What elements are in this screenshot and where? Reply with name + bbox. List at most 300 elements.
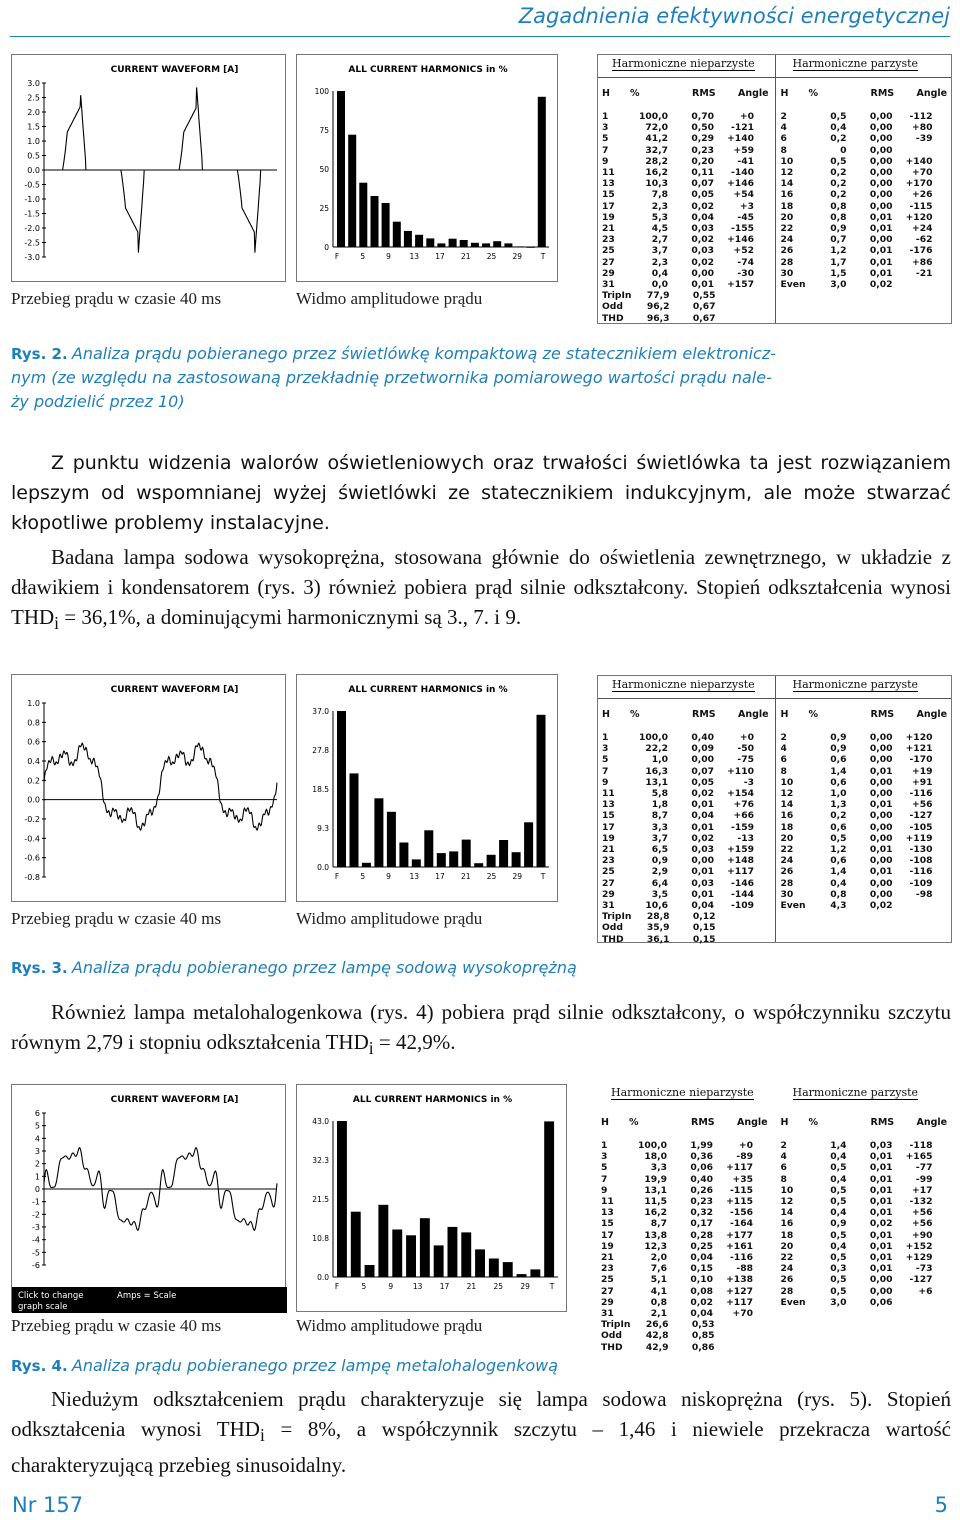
table-cell: -13 — [737, 832, 754, 844]
figure-caption-fig2 — [11, 344, 776, 364]
table-row — [602, 844, 754, 855]
table-cell: 0,00 — [691, 855, 714, 867]
caption-line: Analiza prądu pobieranego przez świetlówkę kompaktową ze statecznikiem elektronicz- — [71, 344, 776, 363]
table-cell: 0,53 — [691, 1319, 715, 1331]
waveform-svg — [12, 1085, 287, 1313]
table-cell: TripIn — [602, 290, 632, 302]
table-cell: +91 — [912, 776, 933, 788]
table-cell: TripIn — [601, 1319, 631, 1331]
waveform-svg — [12, 675, 287, 903]
chart-title: CURRENT WAVEFORM [A] — [110, 685, 239, 695]
table-cell: 6 — [780, 754, 787, 766]
table-cell: 21 — [602, 223, 615, 235]
table-cell: 4,3 — [830, 900, 847, 912]
table-row — [601, 1263, 753, 1274]
y-tick-label: 50 — [319, 165, 329, 174]
y-tick-label: 3.0 — [27, 79, 40, 88]
waveform-caption-fig2: Przebieg prądu w czasie 40 ms — [11, 289, 222, 308]
table-cell: +35 — [732, 1173, 753, 1185]
table-cell: 0,02 — [691, 788, 714, 800]
table-cell: 3 — [602, 743, 609, 755]
table-row — [781, 732, 933, 743]
column-header: RMS — [691, 1117, 715, 1128]
y-tick-label: -4 — [32, 1235, 40, 1245]
harmonic-bar — [415, 235, 423, 247]
table-cell: 0,9 — [830, 732, 847, 743]
y-tick-label: -0.4 — [24, 834, 40, 844]
table-cell: -144 — [731, 888, 754, 900]
footer-issue-number: Nr 157 — [12, 1493, 84, 1517]
table-cell: 0,00 — [869, 754, 893, 766]
table-cell: 18,0 — [644, 1151, 667, 1163]
table-cell: 12 — [780, 167, 794, 179]
table-row — [601, 1140, 753, 1151]
table-cell: +146 — [727, 234, 754, 246]
table-cell: 2 — [780, 111, 787, 122]
table-row — [602, 245, 754, 256]
waveform-panel-fig4 — [11, 1084, 286, 1312]
table-cell: 0,01 — [691, 821, 714, 833]
harmonic-bar — [426, 238, 434, 247]
harmonic-bar — [544, 1121, 554, 1277]
table-cell: 36,1 — [646, 933, 670, 945]
table-cell: 31 — [602, 279, 615, 291]
table-cell: 0,85 — [691, 1330, 715, 1342]
table-cell: 0,00 — [869, 178, 893, 190]
table-cell: 0,40 — [691, 732, 714, 743]
table-cell: 0,06 — [869, 1296, 893, 1308]
table-row — [601, 1286, 753, 1297]
table-cell: 77,9 — [646, 290, 670, 302]
table-cell: 0,00 — [869, 133, 893, 145]
table-cell: 26 — [780, 1274, 794, 1286]
chart-title: ALL CURRENT HARMONICS in % — [352, 1095, 513, 1105]
table-cell: 0,05 — [691, 189, 714, 201]
table-cell: +0 — [739, 111, 754, 122]
summary-rows — [602, 911, 715, 945]
table-row — [602, 900, 754, 911]
caption-line: ży podzielić przez 10) — [11, 392, 185, 411]
table-cell: 0,2 — [830, 810, 847, 822]
table-row — [602, 866, 754, 877]
header-rule — [10, 36, 950, 37]
table-cell: Even — [780, 900, 806, 912]
table-cell: 9 — [602, 776, 609, 788]
odd-harmonics-rows — [602, 732, 754, 911]
even-harmonics-title: Harmoniczne parzyste — [792, 57, 919, 70]
harmonic-bar — [359, 183, 367, 247]
table-row — [781, 878, 933, 889]
y-tick-label: 9.3 — [317, 824, 329, 833]
table-cell: 28 — [780, 256, 794, 268]
harmonic-bar — [482, 243, 490, 247]
table-cell: 11 — [602, 167, 615, 179]
column-header: Angle — [738, 709, 769, 720]
harmonic-bar — [337, 711, 346, 867]
table-cell: +19 — [912, 765, 933, 777]
table-cell: 0,03 — [691, 245, 714, 257]
x-tick-label: 17 — [435, 252, 445, 261]
table-cell: 1 — [602, 732, 609, 743]
column-header: H — [602, 88, 610, 99]
table-row — [602, 833, 754, 844]
table-cell: 1,4 — [830, 1140, 847, 1151]
table-row — [602, 279, 754, 290]
harmonic-bar — [392, 1230, 402, 1278]
table-cell: 0,00 — [869, 877, 893, 889]
table-row — [781, 201, 933, 212]
table-row — [781, 245, 933, 256]
y-tick-label: 3 — [34, 1147, 40, 1156]
harmonic-bar — [371, 196, 379, 247]
y-tick-label: -0.5 — [24, 180, 40, 190]
table-cell: +76 — [733, 799, 754, 811]
x-tick-label: 21 — [460, 252, 471, 261]
table-cell: 0,5 — [830, 1162, 847, 1174]
table-cell: -99 — [915, 1173, 933, 1185]
table-cell: 0,03 — [691, 844, 714, 856]
table-row — [602, 178, 754, 189]
harmonic-bar — [493, 241, 501, 247]
x-tick-label: F — [334, 252, 340, 261]
harmonics-chart-fig4 — [296, 1084, 567, 1312]
table-cell: THD — [602, 933, 624, 945]
table-cell: 0,00 — [691, 267, 714, 279]
y-tick-label: 25 — [319, 204, 329, 213]
table-cell: 2 — [780, 1140, 787, 1151]
harmonic-bar — [378, 1205, 388, 1277]
para3-end: = 42,9%. — [373, 1030, 456, 1054]
column-header: H — [780, 88, 789, 99]
table-cell: 8 — [780, 1173, 787, 1185]
table-row — [601, 1274, 753, 1285]
table-cell: 0,04 — [690, 1308, 713, 1320]
table-row — [781, 133, 933, 144]
y-tick-label: 100 — [314, 87, 329, 96]
waveform-caption-fig3: Przebieg prądu w czasie 40 ms — [11, 909, 222, 928]
y-tick-label: -0.6 — [24, 853, 40, 863]
table-cell: 14 — [780, 178, 794, 190]
table-row — [602, 934, 715, 945]
harmonics-table-fig4 — [597, 1084, 952, 1353]
chart-title: ALL CURRENT HARMONICS in % — [348, 685, 508, 695]
y-tick-label: -1 — [32, 1197, 40, 1207]
table-cell: 0,01 — [691, 888, 714, 900]
harmonics-table-fig3 — [597, 675, 952, 943]
harmonic-bar — [337, 91, 345, 247]
table-cell: -127 — [909, 810, 933, 822]
x-tick-label: 9 — [386, 252, 391, 261]
table-cell: 13 — [601, 1207, 614, 1219]
click-to-change-label: graph scale — [18, 1302, 68, 1312]
table-cell: 0,01 — [869, 1196, 893, 1208]
table-cell: 19,9 — [644, 1173, 667, 1185]
table-cell: 100,0 — [638, 732, 668, 743]
table-row — [602, 223, 754, 234]
table-cell: 0,01 — [869, 1240, 893, 1252]
table-cell: 0,40 — [690, 1173, 713, 1185]
y-tick-label: -1.5 — [24, 209, 40, 219]
x-tick-label: 25 — [493, 1282, 504, 1291]
table-cell: 0,8 — [830, 888, 847, 900]
y-tick-label: -1.0 — [24, 195, 40, 204]
table-cell: 31 — [601, 1308, 614, 1320]
table-row — [602, 754, 754, 765]
harmonic-bar — [350, 773, 359, 867]
column-header: % — [630, 88, 640, 99]
table-cell: 3,5 — [651, 888, 668, 900]
para3-text: Również lampa metalohalogenkowa (rys. 4) pobiera prąd silnie odkształcony, o współczynniku szczytu równym 2,79 i stopniu odkształcenia THD — [11, 1000, 951, 1054]
harmonic-bar — [538, 97, 546, 247]
table-cell: 28 — [780, 877, 794, 889]
table-cell: Odd — [601, 1330, 622, 1342]
table-row — [781, 777, 933, 788]
table-cell: 0,02 — [869, 279, 893, 291]
table-cell: 0,5 — [830, 1252, 847, 1264]
table-row — [601, 1151, 753, 1162]
table-cell: +120 — [905, 732, 933, 743]
column-header: RMS — [870, 88, 895, 99]
table-cell: 24 — [780, 1263, 794, 1275]
y-tick-label: 0.2 — [27, 776, 40, 786]
column-header: % — [630, 709, 640, 720]
harmonics-chart-fig3 — [296, 674, 558, 902]
table-cell: 13 — [602, 799, 615, 811]
table-row — [602, 766, 754, 777]
table-cell: 0,4 — [830, 1240, 847, 1252]
table-cell: 6 — [780, 1162, 787, 1174]
table-cell: 0,15 — [692, 933, 716, 945]
y-tick-label: 0.8 — [27, 718, 40, 728]
click-to-change-label: Click to change — [18, 1291, 84, 1301]
table-cell: 1 — [602, 111, 609, 122]
harmonic-bar — [437, 853, 446, 867]
table-cell: 0,15 — [692, 922, 716, 934]
table-cell: +140 — [905, 155, 933, 167]
table-cell: 8,7 — [651, 810, 668, 822]
table-cell: 0,01 — [869, 245, 893, 257]
column-header: Angle — [916, 1117, 948, 1128]
table-cell: 0,00 — [869, 832, 893, 844]
table-cell: 15 — [602, 189, 615, 201]
footer-page-number: 5 — [934, 1493, 948, 1517]
harmonic-bar — [516, 246, 524, 247]
column-header: H — [780, 709, 789, 720]
table-cell: 28,2 — [645, 155, 668, 167]
x-tick-label: 5 — [361, 1282, 367, 1291]
table-cell: Odd — [602, 922, 623, 934]
table-cell: 0,00 — [869, 776, 893, 788]
y-tick-label: 0.5 — [27, 151, 40, 161]
table-cell: 1 — [601, 1140, 608, 1151]
table-cell: 9 — [602, 155, 609, 167]
table-cell: 32,7 — [645, 144, 668, 156]
table-cell: 3,7 — [651, 245, 668, 257]
table-row — [602, 889, 754, 900]
para4-end: = 8%, a współczynnik szczytu – 1,46 i niewiele przekracza wartość charakteryzującą przebieg sinusoidalny. — [11, 1417, 951, 1478]
table-row — [601, 1196, 753, 1207]
table-cell: 0,36 — [690, 1151, 713, 1163]
table-cell: 5,3 — [651, 211, 668, 223]
table-cell: 28 — [780, 1285, 794, 1297]
x-tick-label: 25 — [486, 872, 497, 881]
table-cell: +127 — [726, 1285, 753, 1297]
table-cell: -77 — [915, 1162, 933, 1174]
table-row — [781, 111, 933, 122]
table-cell: 16,2 — [644, 1207, 667, 1219]
y-tick-label: -3.0 — [24, 253, 40, 262]
table-cell: +17 — [912, 1184, 933, 1196]
table-cell: 13,8 — [644, 1229, 667, 1241]
table-cell: 29 — [602, 888, 615, 900]
table-cell: 0,5 — [830, 832, 847, 844]
x-tick-label: 5 — [360, 252, 366, 261]
table-cell: 0 — [840, 144, 847, 156]
table-cell: 0,02 — [869, 900, 893, 912]
caption-line: Analiza prądu pobieranego przez lampę metalohalogenkową — [71, 1356, 559, 1375]
harmonic-bar — [489, 1259, 499, 1278]
y-tick-label: 0 — [324, 243, 329, 252]
table-cell: 31 — [602, 900, 615, 912]
table-cell: 29 — [601, 1296, 614, 1308]
table-cell: 22,2 — [645, 743, 668, 755]
table-cell: +66 — [733, 810, 754, 822]
y-tick-label: 1.0 — [27, 699, 40, 708]
table-cell: 18 — [780, 821, 794, 833]
summary-rows — [601, 1319, 714, 1353]
table-cell: 25 — [602, 866, 615, 878]
running-header: Zagadnienia efektywności energetycznej — [518, 4, 950, 28]
table-cell: -30 — [737, 267, 754, 279]
table-cell: 11 — [601, 1196, 614, 1208]
y-tick-label: -0.2 — [24, 815, 40, 824]
table-cell: 17 — [602, 200, 615, 212]
y-tick-label: 0.0 — [317, 863, 329, 872]
table-cell: 0,5 — [830, 1274, 847, 1286]
table-cell: 0,20 — [691, 155, 714, 167]
table-row — [781, 257, 933, 268]
para2-end: = 36,1%, a dominującymi harmonicznymi są 3., 7. i 9. — [59, 605, 522, 629]
table-cell: 0,26 — [690, 1184, 713, 1196]
table-cell: 26 — [780, 866, 794, 878]
harmonic-bar — [434, 1245, 444, 1277]
harmonics-svg — [297, 55, 559, 283]
table-cell: 28,8 — [646, 911, 670, 923]
table-cell: 0,02 — [869, 1218, 893, 1230]
figure-label: Rys. 4. — [11, 1357, 68, 1375]
table-cell: 0,9 — [830, 743, 847, 755]
table-cell: -3 — [743, 776, 754, 788]
x-tick-label: 9 — [388, 1282, 394, 1291]
table-cell: 0,4 — [830, 1151, 847, 1163]
table-row — [602, 201, 754, 212]
even-harmonics-title: Harmoniczne parzyste — [792, 1086, 919, 1099]
harmonic-bar — [449, 851, 458, 867]
table-row — [781, 766, 933, 777]
table-cell: -105 — [909, 821, 933, 833]
table-cell: 6,5 — [651, 844, 668, 856]
table-cell: 0,12 — [692, 911, 716, 923]
table-cell: 0,00 — [691, 754, 714, 766]
table-cell: +56 — [912, 799, 933, 811]
table-cell: 24 — [780, 855, 794, 867]
table-cell: +86 — [912, 256, 933, 268]
table-cell: 22 — [780, 1252, 794, 1264]
table-cell: 0,03 — [869, 1140, 893, 1151]
table-cell: +148 — [727, 855, 754, 867]
waveform-caption-fig4: Przebieg prądu w czasie 40 ms — [11, 1316, 222, 1335]
table-row — [781, 145, 933, 156]
table-cell: -164 — [730, 1218, 753, 1230]
table-cell: 0,03 — [691, 223, 714, 235]
even-harmonics-rows — [781, 732, 933, 911]
table-cell: 0,01 — [869, 799, 893, 811]
figure-caption-fig2-line2 — [11, 368, 772, 388]
harmonics-chart-fig2 — [296, 54, 558, 282]
table-cell: 19 — [601, 1240, 614, 1252]
table-cell: +56 — [912, 1218, 933, 1230]
x-tick-label: 13 — [409, 252, 420, 261]
x-tick-label: 17 — [435, 872, 445, 881]
table-cell: 0,01 — [869, 1151, 893, 1163]
table-cell: 0,01 — [869, 1184, 893, 1196]
table-cell: 0,15 — [690, 1263, 713, 1275]
table-cell: 0,9 — [651, 855, 668, 867]
table-cell: 15 — [601, 1218, 614, 1230]
table-cell: 16 — [780, 810, 794, 822]
y-tick-label: 0 — [34, 1185, 40, 1194]
table-cell: 5 — [602, 133, 609, 145]
table-cell: 0,6 — [830, 754, 847, 766]
table-cell: -109 — [909, 877, 933, 889]
column-header: H — [601, 1117, 609, 1128]
paragraph-3 — [11, 997, 951, 1063]
table-cell: +110 — [727, 765, 754, 777]
table-row — [781, 1230, 933, 1241]
table-cell: 3 — [601, 1151, 608, 1163]
caption-line: nym (ze względu na zastosowaną przekładnię przetwornika pomiarowego wartości prądu nale- — [11, 368, 772, 387]
x-tick-label: 13 — [412, 1282, 423, 1291]
caption-line: Analiza prądu pobieranego przez lampę sodową wysokoprężną — [71, 958, 577, 977]
harmonic-bar — [461, 1232, 471, 1277]
harmonic-bar — [404, 231, 412, 247]
summary-rows — [602, 290, 715, 324]
harmonic-bar — [504, 243, 512, 247]
table-row — [781, 833, 933, 844]
table-row — [602, 301, 715, 312]
table-cell: 5 — [601, 1162, 608, 1174]
table-cell: 27 — [601, 1285, 614, 1297]
table-row — [781, 1274, 933, 1285]
table-cell: +24 — [912, 223, 933, 235]
table-cell: 10,6 — [645, 900, 668, 912]
table-row — [602, 212, 754, 223]
table-cell: 0,5 — [830, 1184, 847, 1196]
harmonic-bar — [406, 1235, 416, 1277]
y-tick-label: 1.5 — [27, 122, 40, 132]
table-cell: +54 — [733, 189, 754, 201]
table-cell: 0,2 — [830, 178, 847, 190]
table-cell: 5 — [602, 754, 609, 766]
x-tick-label: 5 — [360, 872, 366, 881]
y-tick-label: -2 — [32, 1210, 40, 1220]
table-cell: 4,1 — [650, 1285, 667, 1297]
table-cell: +0 — [738, 1140, 753, 1151]
harmonic-bar — [420, 1218, 430, 1277]
table-cell: 0,01 — [869, 844, 893, 856]
table-cell: 0,05 — [691, 776, 714, 788]
y-tick-label: 0.0 — [27, 795, 40, 805]
